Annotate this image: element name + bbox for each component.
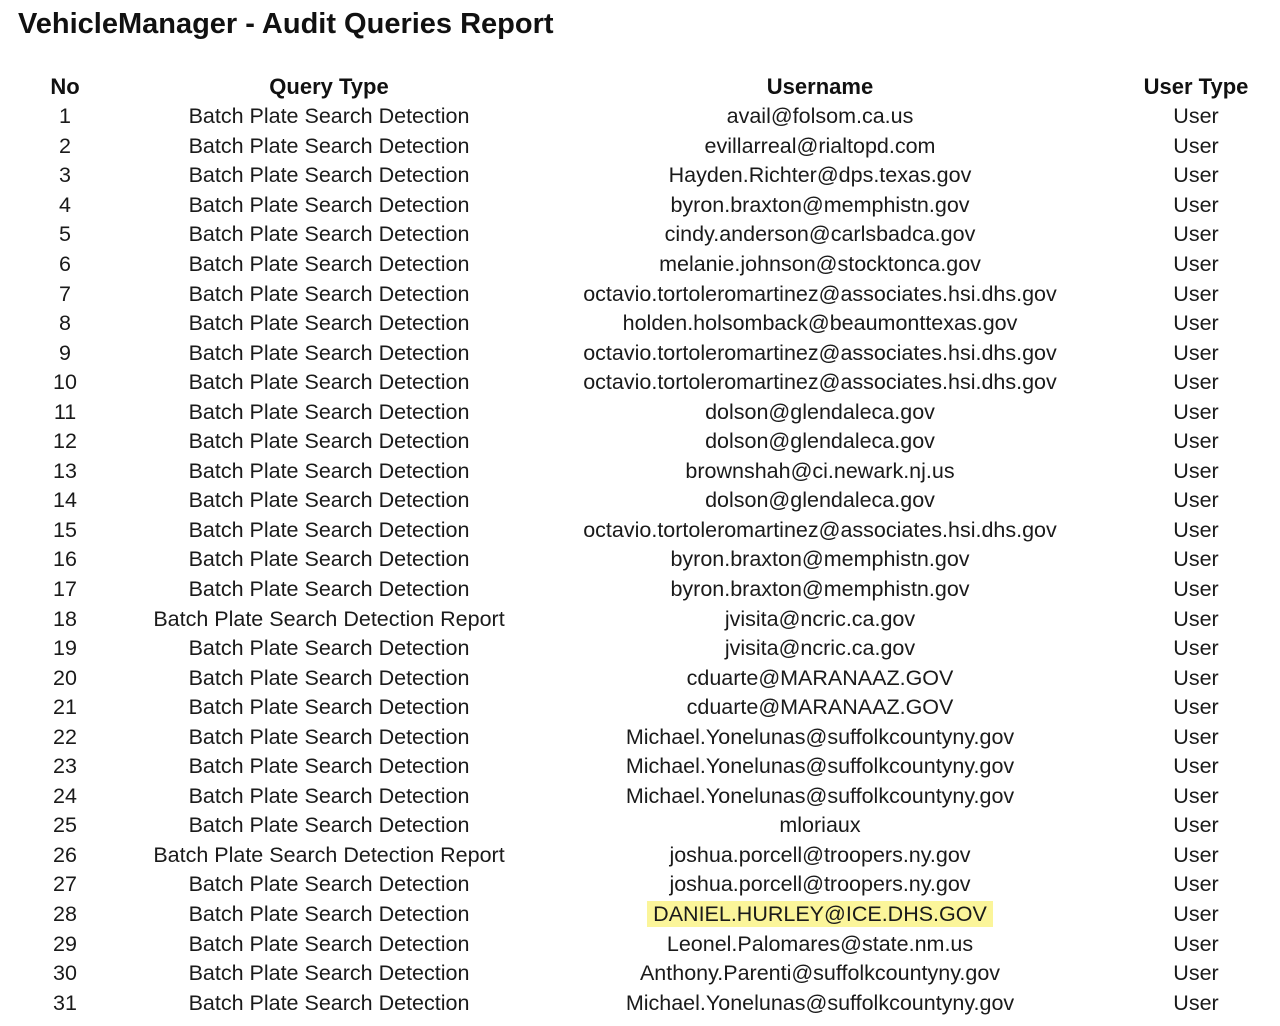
cell-query-type: Batch Plate Search Detection xyxy=(188,133,470,158)
table-row xyxy=(0,722,1280,752)
cell-user-type: User xyxy=(1173,547,1219,572)
cell-user-type: User xyxy=(1173,399,1219,424)
table-row xyxy=(0,338,1280,368)
column-header-user-type: User Type xyxy=(1143,74,1249,99)
cell-query-type: Batch Plate Search Detection Report xyxy=(153,842,505,867)
cell-query-type: Batch Plate Search Detection xyxy=(188,429,470,454)
cell-query-type: Batch Plate Search Detection xyxy=(188,931,470,956)
cell-no: 2 xyxy=(59,133,71,158)
table-row xyxy=(0,959,1280,989)
cell-username: octavio.tortoleromartinez@associates.hsi.dhs.gov xyxy=(583,281,1057,306)
cell-query-type: Batch Plate Search Detection xyxy=(188,990,470,1015)
cell-username: Michael.Yonelunas@suffolkcountyny.gov xyxy=(625,754,1015,779)
cell-query-type: Batch Plate Search Detection xyxy=(188,222,470,247)
cell-no: 27 xyxy=(53,872,77,897)
cell-no: 14 xyxy=(53,488,77,513)
cell-username xyxy=(528,900,1112,930)
cell-no: 1 xyxy=(59,104,71,129)
cell-no: 4 xyxy=(59,192,71,217)
cell-username: Anthony.Parenti@suffolkcountyny.gov xyxy=(639,961,1001,986)
table-row xyxy=(0,693,1280,723)
cell-no: 28 xyxy=(53,902,77,927)
cell-user-type: User xyxy=(1173,931,1219,956)
table-row xyxy=(0,397,1280,427)
cell-query-type: Batch Plate Search Detection xyxy=(188,163,470,188)
table-row xyxy=(0,191,1280,221)
cell-username: dolson@glendaleca.gov xyxy=(705,429,935,454)
table-row xyxy=(0,988,1280,1018)
table-row xyxy=(0,575,1280,605)
table-row xyxy=(0,604,1280,634)
cell-no: 20 xyxy=(53,665,77,690)
cell-user-type: User xyxy=(1173,163,1219,188)
cell-username: Leonel.Palomares@state.nm.us xyxy=(666,931,974,956)
cell-username: cindy.anderson@carlsbadca.gov xyxy=(664,222,976,247)
cell-username: mloriaux xyxy=(779,813,861,838)
cell-username: melanie.johnson@stocktonca.gov xyxy=(659,252,981,276)
table-row xyxy=(0,841,1280,871)
table-row xyxy=(0,663,1280,693)
cell-user-type: User xyxy=(1173,695,1219,720)
cell-query-type: Batch Plate Search Detection xyxy=(188,783,470,808)
cell-username: jvisita@ncric.ca.gov xyxy=(724,606,916,631)
column-header-username: Username xyxy=(766,74,874,99)
cell-no: 3 xyxy=(59,163,71,188)
table-row xyxy=(0,279,1280,309)
cell-username: jvisita@ncric.ca.gov xyxy=(724,636,916,661)
cell-user-type: User xyxy=(1173,665,1219,690)
cell-no: 13 xyxy=(53,458,77,483)
cell-username: holden.holsomback@beaumonttexas.gov xyxy=(622,311,1018,336)
table-row xyxy=(0,545,1280,575)
cell-no: 26 xyxy=(53,842,77,867)
cell-username: dolson@glendaleca.gov xyxy=(705,488,935,513)
cell-username: Michael.Yonelunas@suffolkcountyny.gov xyxy=(625,724,1015,749)
cell-no: 11 xyxy=(53,399,77,424)
table-header xyxy=(0,72,1280,102)
cell-user-type: User xyxy=(1173,429,1219,454)
cell-username: cduarte@MARANAAZ.GOV xyxy=(686,665,954,690)
cell-user-type: User xyxy=(1173,902,1219,927)
cell-query-type: Batch Plate Search Detection xyxy=(188,104,470,129)
cell-user-type: User xyxy=(1173,754,1219,779)
table-row xyxy=(0,250,1280,280)
cell-query-type: Batch Plate Search Detection xyxy=(188,961,470,986)
cell-no: 15 xyxy=(53,517,77,542)
cell-user-type: User xyxy=(1173,104,1219,129)
cell-query-type: Batch Plate Search Detection xyxy=(188,547,470,572)
cell-no: 21 xyxy=(53,695,77,720)
cell-user-type: User xyxy=(1173,813,1219,838)
column-header-query-type: Query Type xyxy=(269,74,389,99)
table-row xyxy=(0,811,1280,841)
audit-queries-table xyxy=(0,72,1280,1018)
cell-no: 23 xyxy=(53,754,77,779)
cell-user-type: User xyxy=(1173,842,1219,867)
cell-username: avail@folsom.ca.us xyxy=(726,104,914,129)
cell-query-type: Batch Plate Search Detection xyxy=(188,281,470,306)
cell-no: 24 xyxy=(53,783,77,808)
cell-query-type: Batch Plate Search Detection xyxy=(188,252,470,276)
cell-user-type: User xyxy=(1173,636,1219,661)
cell-user-type: User xyxy=(1173,458,1219,483)
cell-no: 19 xyxy=(53,636,77,661)
cell-user-type: User xyxy=(1173,606,1219,631)
cell-no: 12 xyxy=(53,429,77,454)
cell-no: 16 xyxy=(53,547,77,572)
table-row xyxy=(0,900,1280,930)
cell-user-type: User xyxy=(1173,252,1219,276)
cell-username: Hayden.Richter@dps.texas.gov xyxy=(668,163,972,188)
cell-no: 9 xyxy=(59,340,71,365)
table-row xyxy=(0,752,1280,782)
cell-no: 5 xyxy=(59,222,71,247)
table-row xyxy=(0,102,1280,132)
cell-query-type: Batch Plate Search Detection xyxy=(188,458,470,483)
report-title: VehicleManager - Audit Queries Report xyxy=(18,8,554,40)
cell-username: byron.braxton@memphistn.gov xyxy=(670,577,970,602)
cell-user-type: User xyxy=(1173,783,1219,808)
cell-user-type: User xyxy=(1173,311,1219,336)
table-row xyxy=(0,220,1280,250)
table-row xyxy=(0,516,1280,546)
cell-user-type: User xyxy=(1173,488,1219,513)
cell-no: 25 xyxy=(53,813,77,838)
cell-username: joshua.porcell@troopers.ny.gov xyxy=(669,872,971,897)
cell-username: brownshah@ci.newark.nj.us xyxy=(685,458,955,483)
cell-query-type: Batch Plate Search Detection xyxy=(188,517,470,542)
cell-username: byron.braxton@memphistn.gov xyxy=(670,547,970,572)
cell-query-type: Batch Plate Search Detection xyxy=(188,399,470,424)
cell-no: 7 xyxy=(59,281,71,306)
cell-no: 30 xyxy=(53,961,77,986)
table-row xyxy=(0,132,1280,162)
cell-no: 8 xyxy=(59,311,71,336)
cell-username: byron.braxton@memphistn.gov xyxy=(670,192,970,217)
cell-username: octavio.tortoleromartinez@associates.hsi.dhs.gov xyxy=(583,370,1057,395)
cell-no: 10 xyxy=(53,370,77,395)
table-row xyxy=(0,309,1280,339)
cell-no: 22 xyxy=(53,724,77,749)
cell-no: 18 xyxy=(53,606,77,631)
cell-user-type: User xyxy=(1173,281,1219,306)
cell-username: cduarte@MARANAAZ.GOV xyxy=(686,695,954,720)
cell-username: Michael.Yonelunas@suffolkcountyny.gov xyxy=(625,783,1015,808)
cell-no: 31 xyxy=(53,990,77,1015)
cell-user-type: User xyxy=(1173,192,1219,217)
cell-no: 17 xyxy=(53,577,77,602)
highlighted-username: DANIEL.HURLEY@ICE.DHS.GOV xyxy=(647,901,993,927)
cell-query-type: Batch Plate Search Detection xyxy=(188,488,470,513)
cell-user-type: User xyxy=(1173,961,1219,986)
table-row xyxy=(0,161,1280,191)
table-row xyxy=(0,427,1280,457)
cell-no: 6 xyxy=(59,252,71,276)
cell-username: evillarreal@rialtopd.com xyxy=(704,133,936,158)
cell-query-type: Batch Plate Search Detection xyxy=(188,813,470,838)
cell-query-type: Batch Plate Search Detection xyxy=(188,577,470,602)
cell-user-type: User xyxy=(1173,724,1219,749)
table-row xyxy=(0,634,1280,664)
table-row xyxy=(0,870,1280,900)
cell-username: octavio.tortoleromartinez@associates.hsi.dhs.gov xyxy=(583,517,1057,542)
cell-user-type: User xyxy=(1173,990,1219,1015)
table-row xyxy=(0,486,1280,516)
cell-query-type: Batch Plate Search Detection Report xyxy=(153,606,505,631)
cell-username: octavio.tortoleromartinez@associates.hsi.dhs.gov xyxy=(583,340,1057,365)
cell-user-type: User xyxy=(1173,340,1219,365)
cell-username: dolson@glendaleca.gov xyxy=(705,399,935,424)
cell-query-type: Batch Plate Search Detection xyxy=(188,902,470,927)
cell-query-type: Batch Plate Search Detection xyxy=(188,311,470,336)
cell-query-type: Batch Plate Search Detection xyxy=(188,724,470,749)
cell-query-type: Batch Plate Search Detection xyxy=(188,665,470,690)
cell-query-type: Batch Plate Search Detection xyxy=(188,636,470,661)
cell-query-type: Batch Plate Search Detection xyxy=(188,370,470,395)
cell-user-type: User xyxy=(1173,133,1219,158)
cell-user-type: User xyxy=(1173,872,1219,897)
table-row xyxy=(0,782,1280,812)
cell-user-type: User xyxy=(1173,517,1219,542)
column-header-no: No xyxy=(50,74,80,99)
cell-query-type: Batch Plate Search Detection xyxy=(188,192,470,217)
cell-username: Michael.Yonelunas@suffolkcountyny.gov xyxy=(625,990,1015,1015)
table-row xyxy=(0,457,1280,487)
cell-query-type: Batch Plate Search Detection xyxy=(188,872,470,897)
cell-user-type: User xyxy=(1173,577,1219,602)
table-row xyxy=(0,929,1280,959)
table-row xyxy=(0,368,1280,398)
cell-query-type: Batch Plate Search Detection xyxy=(188,754,470,779)
cell-no: 29 xyxy=(53,931,77,956)
cell-query-type: Batch Plate Search Detection xyxy=(188,340,470,365)
cell-username: joshua.porcell@troopers.ny.gov xyxy=(669,842,971,867)
cell-user-type: User xyxy=(1173,222,1219,247)
cell-query-type: Batch Plate Search Detection xyxy=(188,695,470,720)
cell-user-type: User xyxy=(1173,370,1219,395)
header-row xyxy=(0,72,1280,102)
table-body xyxy=(0,102,1280,1018)
